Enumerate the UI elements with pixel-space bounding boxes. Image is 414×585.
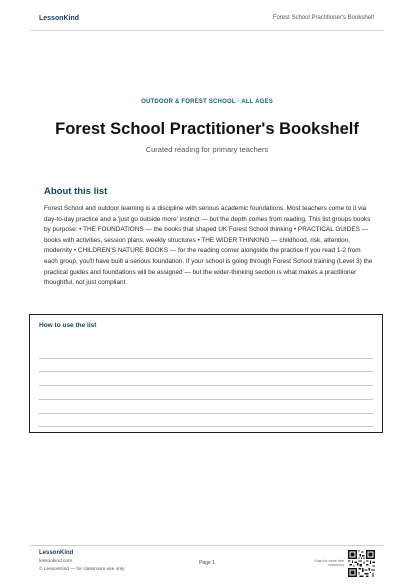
footer-copyright: © LessonKind — for classroom use only <box>39 567 125 572</box>
page-number: Page 1 <box>199 560 215 566</box>
how-to-use-box <box>29 314 383 433</box>
writing-line[interactable] <box>39 426 373 427</box>
about-paragraph: Forest School and outdoor learning is a discipline with serious academic foundations. Most teachers come to it via day-to-day practice and a 'just go outside more' instinct — but the depth comes from reading. This list groups books by purpose: • THE FOUNDATIONS — the books that shaped UK Forest School thinking • PRACTICAL GUIDES — books with activities, session plans, weekly structures • THE WIDER THINKING — childhood, risk, attention, modernity • CHILDREN'S NATURE BOOKS — for the reading corner alongside the practice If you read 1-2 from each group, you'll have built a serious foundation. If your school is going through Forest School training (Level 3) the practical guides and foundations will be assigned — but the wider-thinking section is what makes a practitioner thoughtful, not just compliant. <box>44 205 373 287</box>
writing-line[interactable] <box>39 385 373 386</box>
writing-line[interactable] <box>39 358 373 359</box>
page-subtitle: Curated reading for primary teachers <box>145 145 269 154</box>
about-heading: About this list <box>44 186 108 197</box>
page-header <box>0 0 414 35</box>
brand-logo-text[interactable]: LessonKind <box>39 15 80 22</box>
header-doc-title: Forest School Practitioner's Bookshelf <box>272 15 374 21</box>
category-eyebrow: OUTDOOR & FOREST SCHOOL · ALL AGES <box>141 99 273 105</box>
footer-brand: LessonKind <box>39 550 74 556</box>
page-title: Forest School Practitioner's Bookshelf <box>55 120 359 138</box>
qr-code-icon[interactable] <box>348 550 375 577</box>
footer-divider <box>30 545 384 546</box>
qr-caption: Scan for more free resources <box>314 559 344 568</box>
header-divider <box>30 30 384 31</box>
footer-site-link[interactable]: lessonkind.com <box>39 559 73 564</box>
writing-line[interactable] <box>39 371 373 372</box>
how-to-use-heading: How to use the list <box>39 322 97 329</box>
writing-line[interactable] <box>39 413 373 414</box>
writing-line[interactable] <box>39 399 373 400</box>
